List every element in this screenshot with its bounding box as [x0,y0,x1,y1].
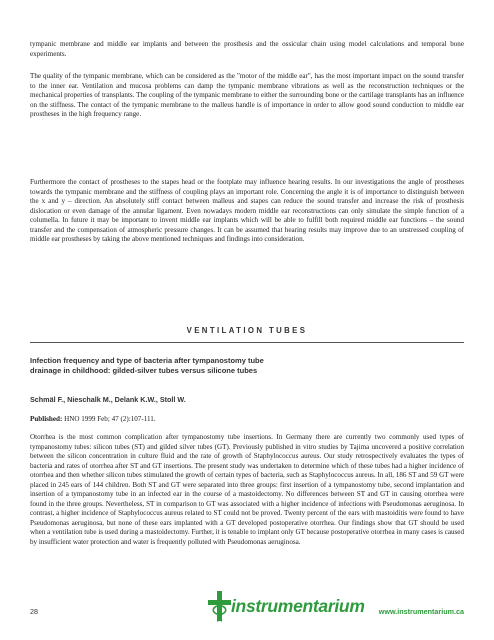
published-label: Published: [30,415,63,423]
page-number: 28 [30,607,38,616]
section-divider [30,342,464,343]
article-authors: Schmäl F., Nieschalk M., Delank K.W., Stoll W. [30,395,186,404]
section-title: VENTILATION TUBES [186,326,308,335]
intro-paragraph-1 [30,40,464,59]
paragraph-text: tympanic membrane and middle ear implants and between the prosthesis and the ossicular chain using model calculations and temporal bone experiments. [30,40,464,58]
paragraph-text: Furthermore the contact of prostheses to the stapes head or the footplate may influence hearing results. In our investigations the angle of prostheses towards the tympanic membrane and the stiffness of coupling plays an important role. Concerning the angle it is of importance to distinguish between the x and y – direction. An absolutely stiff contact between malleus and stapes can reduce the sound transfer and increase the risk of prosthesis dislocation or even damage of the annular ligament. Even nowadays modern middle ear reconstructions can only simulate the simple function of a columella. In future it may be important to invent middle ear implants which will be able to fulfill both required middle ear functions – the sound transfer and the compensation of atmospheric pressure changes. It can be assumed that hearing results may improve due to an unstressed coupling of middle ear prostheses by taking the above mentioned techniques and findings into consideration. [30,178,464,244]
abstract-text: Otorrhea is the most common complication after tympanostomy tube insertions. In Germany there are currently two commonly used types of tympanostomy tubes: silicon tubes (ST) and gilded silver tubes (GT). Previously published in vitro studies by Tajima uncovered a positive correlation between the silicon concentration in culture fluid and the rate of growth of Staphylococcus aureus. Our study retrospectively evaluates the types of bacteria and rates of otorrhea after ST and GT insertions. The present study was undertaken to determine which of these tubes had a higher incidence of otorrhea and then whether silicon tubes stimulated the growth of certain types of bacteria, such as Staphylococcus aureus. In all, 186 ST and 59 GT were placed in 245 ears of 144 children. Both ST and GT were separated into three groups: first insertion of a tympanostomy tube, second implantation and insertion of a tympanostomy tube in an infected ear in the course of a mastoidectomy. No differences between ST and GT in causing otorrhea were found in the three groups. Nevertheless, ST in comparison to GT was associated with a higher incidence of infections with Pseudomonas aeruginosa. In contrast, a higher incidence of Staphylococcus aureus related to ST could not be proved. Twenty percent of the ears with mastoiditis were found to have Pseudomonas aeruginosa, but none of these ears implanted with a GT developed postoperative otorrhea. Our findings show that GT should be used when a ventilation tube is used during a mastoidectomy. Further, it is tenable to implant only GT because postoperative otorrhea in many cases is caused by insufficient water protection and water is frequently polluted with Pseudomonas aeruginosa. [30,433,464,547]
publication-info [30,415,156,423]
article-title: Infection frequency and type of bacteria after tympanostomy tube drainage in childhood: gilded-silver tubes versus silicone tubes [30,356,264,376]
brand-name: instrumentarium [231,596,365,616]
intro-paragraph-2 [30,72,464,120]
intro-paragraph-3 [30,178,464,245]
paragraph-text: The quality of the tympanic membrane, which can be considered as the "motor of the middle ear", has the most important impact on the sound transfer to the inner ear. Ventilation and mucosa problems can damp the tympanic membrane vibrations as well as the reconstruction techniques or the mechanical properties of transplants. The coupling of the tympanic membrane to either the surrounding bone or the cartilage transplants has an influence on the stiffness. The contact of the tympanic membrane to the malleus handle is of importance in order to allow good sound conduction to middle ear prostheses in the high frequency range. [30,72,464,119]
footer-url[interactable]: www.instrumentarium.ca [378,607,464,616]
article-abstract [30,433,464,548]
published-value: HNO 1999 Feb; 47 (2):107-111. [62,415,156,423]
